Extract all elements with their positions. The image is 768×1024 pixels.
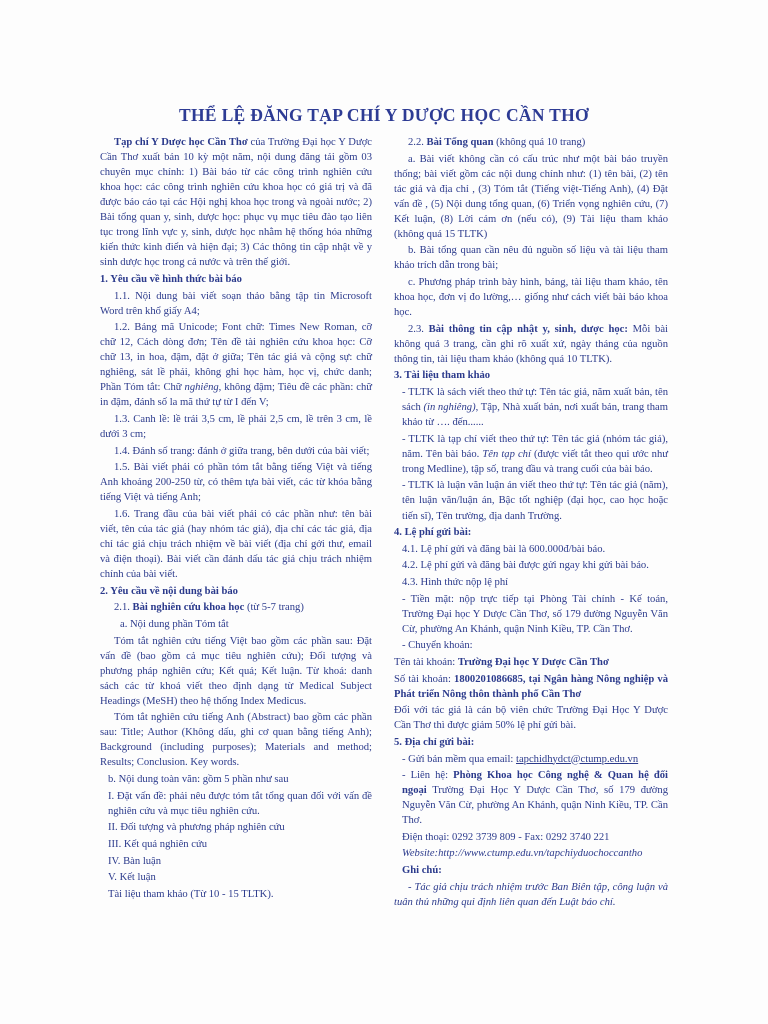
item-1-3: 1.3. Canh lề: lề trái 3,5 cm, lề phải 2,5 cm, lề trên 3 cm, lề dưới 3 cm;: [100, 413, 372, 440]
item-2-1-a: a. Nội dung phần Tóm tắt: [120, 618, 229, 630]
section-1-heading: 1. Yêu cầu về hình thức bài báo: [100, 273, 242, 285]
note-heading: Ghi chú:: [402, 865, 442, 877]
item-1-2-text-end: , không đậm; Tiêu đề các phần: chữ in đậm, đánh số la mã thứ tự từ I đến V;: [100, 382, 373, 409]
item-2-3-title: Bài thông tin cập nhật y, sinh, dược học:: [428, 323, 628, 335]
account-number-label: Số tài khoản:: [394, 673, 455, 685]
item-2-1-note: (từ 5-7 trang): [244, 602, 304, 614]
journal-name: Tạp chí Y Dược học Cần Thơ: [114, 137, 248, 148]
item-1-5: 1.5. Bài viết phải có phần tóm tắt bằng tiếng Việt và tiếng Anh khoảng 200-250 từ, có thêm tựa bài viết, các từ khóa bằng tiếng Việt và tiếng Anh;: [100, 462, 372, 504]
section-v: V. Kết luận: [108, 872, 156, 884]
item-2-2-title: Bài Tổng quan: [426, 137, 494, 148]
section-4-heading: 4. Lệ phí gửi bài:: [394, 527, 472, 539]
item-1-2-italic: nghiêng: [184, 382, 219, 394]
section-i: I. Đặt vấn đề: phải nêu được tóm tắt tổng quan đối với vấn đề nghiên cứu và mục tiêu nghiên cứu.: [108, 790, 372, 817]
email-link[interactable]: tapchidhydct@ctump.edu.vn: [516, 753, 639, 765]
right-column: [394, 135, 668, 911]
item-2-2-b: b. Bài tổng quan cần nêu đủ nguồn số liệu và tài liệu tham khảo trích dẫn trong bài;: [394, 245, 668, 272]
fee-4-3: 4.3. Hình thức nộp lệ phí: [402, 577, 509, 588]
section-iv: IV. Bàn luận: [108, 855, 162, 867]
item-1-6: 1.6. Trang đầu của bài viết phải có các phần như: tên bài viết, tên của tác giả (hay nhóm tác giả), địa chỉ các tác giả, địa chỉ tác giả chịu trách nhiệm về bài viết (địa chỉ gởi thư, email và điện thoại). Bài viết cần đánh dấu tác giả chịu trách nhiệm chính của bài viết.: [100, 508, 372, 581]
section-5-heading: 5. Địa chỉ gửi bài:: [394, 736, 475, 748]
ref-journal-text-end: (được viết tắt theo qui ước như trong Medline), tập số, trang đầu và trang cuối của bài báo.: [402, 448, 669, 475]
item-1-4: 1.4. Đánh số trang: đánh ở giữa trang, bên dưới của bài viết;: [114, 445, 370, 457]
section-3-heading: 3. Tài liệu tham khảo: [394, 370, 491, 382]
note-text: - Tác giả chịu trách nhiệm trước Ban Biên tập, công luận và tuân thủ những qui định liên quan đến Luật báo chí.: [394, 881, 668, 908]
account-name-value: Trường Đại học Y Dược Cần Thơ: [457, 656, 609, 668]
intro-text: của Trường Đại học Y Dược Cần Thơ xuất bản 10 kỳ một năm, nội dung đăng tải gồm 03 chuyên mục chính: 1) Bài báo từ các công trình nghiên cứu khoa học: các công trình nghiên cứu khoa học có giá trị và đã được báo cáo tại các Hội nghị khoa học trong và ngoài nước; 2) Bài tổng quan y, sinh, dược học: phục vụ mục tiêu đào tạo liên tục trong lĩnh vực y, sinh, dược học nhằm hệ thống hóa những kiến thức kinh điển và hiện đại; 3) Các thông tin cập nhật về y sinh dược học trong cả nước và trên thế giới.: [100, 137, 372, 269]
item-2-2-c: c. Phương pháp trình bày hình, bảng, tài liệu tham khảo, tên khoa học, đơn vị đo lường,… giống như cách viết bài báo khoa học.: [394, 277, 668, 319]
item-2-1-title: Bài nghiên cứu khoa học: [132, 602, 245, 614]
phone-fax: Điện thoại: 0292 3739 809 - Fax: 0292 3740 221: [402, 831, 610, 843]
ref-book: [394, 385, 668, 430]
references-count: Tài liệu tham khảo (Từ 10 - 15 TLTK).: [108, 888, 274, 900]
item-1-2-text: 1.2. Bảng mã Unicode; Font chữ: Times New Roman, cỡ chữ 12, Cách dòng đơn; Tên đề tài nghiên cứu khoa học: Cỡ chữ 13, in hoa, đậm, đặt ở giữa; Tên tác giả và cộng sự: chữ nghiêng, sát lề phải, không ghi học hàm, học vị, chức danh; Phần Tóm tắt: Chữ: [100, 322, 372, 394]
item-2-1-b: b. Nội dung toàn văn: gồm 5 phần như sau: [108, 774, 289, 785]
account-number-value: 1800201086685, tại Ngân hàng Nông nghiệp và Phát triển Nông thôn thành phố Cần Thơ: [394, 673, 668, 700]
account-name: [394, 655, 668, 670]
abstract-vn: Tóm tắt nghiên cứu tiếng Việt bao gồm các phần sau: Đặt vấn đề (bao gồm cả mục tiêu nghiên cứu); Đối tượng và phương pháp nghiên cứu; Kết quả; Kết luận. Từ khoá: danh sách các từ khoá viết theo định dạng từ Medical Subject Headings (MeSH) theo hệ thống Index Medicus.: [100, 635, 372, 707]
item-2-3-number: 2.3.: [408, 323, 429, 335]
fee-transfer: - Chuyển khoản:: [402, 640, 473, 652]
email-line: [394, 752, 668, 767]
ref-book-italic: (in nghiêng): [423, 402, 476, 414]
section-2-heading: 2. Yêu cầu về nội dung bài báo: [100, 585, 238, 597]
fee-4-1: 4.1. Lệ phí gửi và đăng bài là 600.000đ/bài báo.: [402, 543, 606, 555]
item-2-3-text: Mỗi bài không quá 3 trang, cần ghi rõ xuất xứ, ngày tháng của nguồn thông tin, tài liệu tham khảo (không quá 10 TLTK).: [394, 323, 668, 365]
left-column: [100, 135, 372, 903]
ref-book-text-end: , Tập, Nhà xuất bản, nơi xuất bản, trang tham khảo từ …. đến......: [402, 402, 668, 429]
fee-cash: - Tiền mặt: nộp trực tiếp tại Phòng Tài chính - Kế toán, Trường Đại học Y Dược Cần Thơ, số 179 đường Nguyễn Văn Cừ, phường An Khánh, quận Ninh Kiều, TP. Cần Thơ.: [402, 593, 668, 635]
item-2-2-number: 2.2.: [408, 137, 427, 148]
intro-paragraph: [100, 135, 372, 270]
section-iii: III. Kết quả nghiên cứu: [108, 838, 207, 850]
item-2-2-note: (không quá 10 trang): [493, 137, 586, 148]
item-1-2: [100, 320, 372, 410]
account-number: [394, 672, 668, 702]
website-link[interactable]: Website:http://www.ctump.edu.vn/tapchiyduochoccantho: [402, 848, 643, 860]
ref-journal: [394, 432, 668, 477]
contact-address: Trường Đại Học Y Dược Cần Thơ, số 179 đường Nguyễn Văn Cừ, phường An Khánh, quận Ninh Kiều, TP. Cần Thơ.: [402, 785, 668, 827]
fee-4-2: 4.2. Lệ phí gửi và đăng bài được gửi ngay khi gửi bài báo.: [402, 560, 649, 572]
item-1-1: 1.1. Nội dung bài viết soạn thảo bằng tập tin Microsoft Word trên khổ giấy A4;: [100, 290, 372, 317]
account-name-label: Tên tài khoản:: [394, 656, 458, 668]
ref-thesis: - TLTK là luận văn luận án viết theo thứ tự: Tên tác giả (năm), tên luận văn/luận án, Bậc tốt nghiệp (đại học, cao học hoặc tiến sĩ), Tên trường, địa danh Trường.: [402, 480, 668, 522]
ref-journal-italic: Tên tạp chí: [482, 448, 531, 460]
item-2-3: [394, 322, 668, 367]
ref-journal-text: - TLTK là tạp chí viết theo thứ tự: Tên tác giả (nhóm tác giả), năm. Tên bài báo.: [402, 433, 668, 460]
item-2-1-number: 2.1.: [114, 602, 133, 614]
contact-office: Phòng Khoa học Công nghệ & Quan hệ đối ngoại: [402, 770, 668, 797]
fee-discount: Đối với tác giả là cán bộ viên chức Trường Đại Học Y Dược Cần Thơ thì được giảm 50% lệ phí gửi bài.: [394, 705, 668, 732]
document-title: THỂ LỆ ĐĂNG TẠP CHÍ Y DƯỢC HỌC CẦN THƠ: [179, 105, 589, 125]
contact-line: [394, 768, 668, 828]
item-2-2-a: a. Bài viết không cần có cấu trúc như một bài báo truyền thống; bài viết gồm các nội dung chính như: (1) tên bài, (2) tên tác giả và địa chỉ , (3) Tóm tắt (Tiếng việt-Tiếng Anh), (4) Đặt vấn đề , (5) Nội dung tổng quan, (6) Triển vọng nghiên cứu, (7) Kết luận, (8) Lời cảm ơn (nếu có), (9) Tài liệu tham khảo (không quá 15 TLTK): [394, 153, 668, 240]
abstract-en: Tóm tắt nghiên cứu tiếng Anh (Abstract) bao gồm các phần sau: Title; Author (Không dấu, ghi cơ quan bằng tiếng Anh); Background (including purposes); Materials and method; Results; Conclusion. Key words.: [100, 712, 372, 769]
contact-label: - Liên hệ:: [402, 770, 454, 782]
ref-book-text: - TLTK là sách viết theo thứ tự: Tên tác giả, năm xuất bản, tên sách: [402, 387, 668, 414]
email-label: - Gửi bản mềm qua email:: [402, 753, 517, 765]
item-2-2: [394, 135, 668, 150]
item-2-1: [100, 600, 372, 615]
section-ii: II. Đối tượng và phương pháp nghiên cứu: [108, 822, 285, 834]
